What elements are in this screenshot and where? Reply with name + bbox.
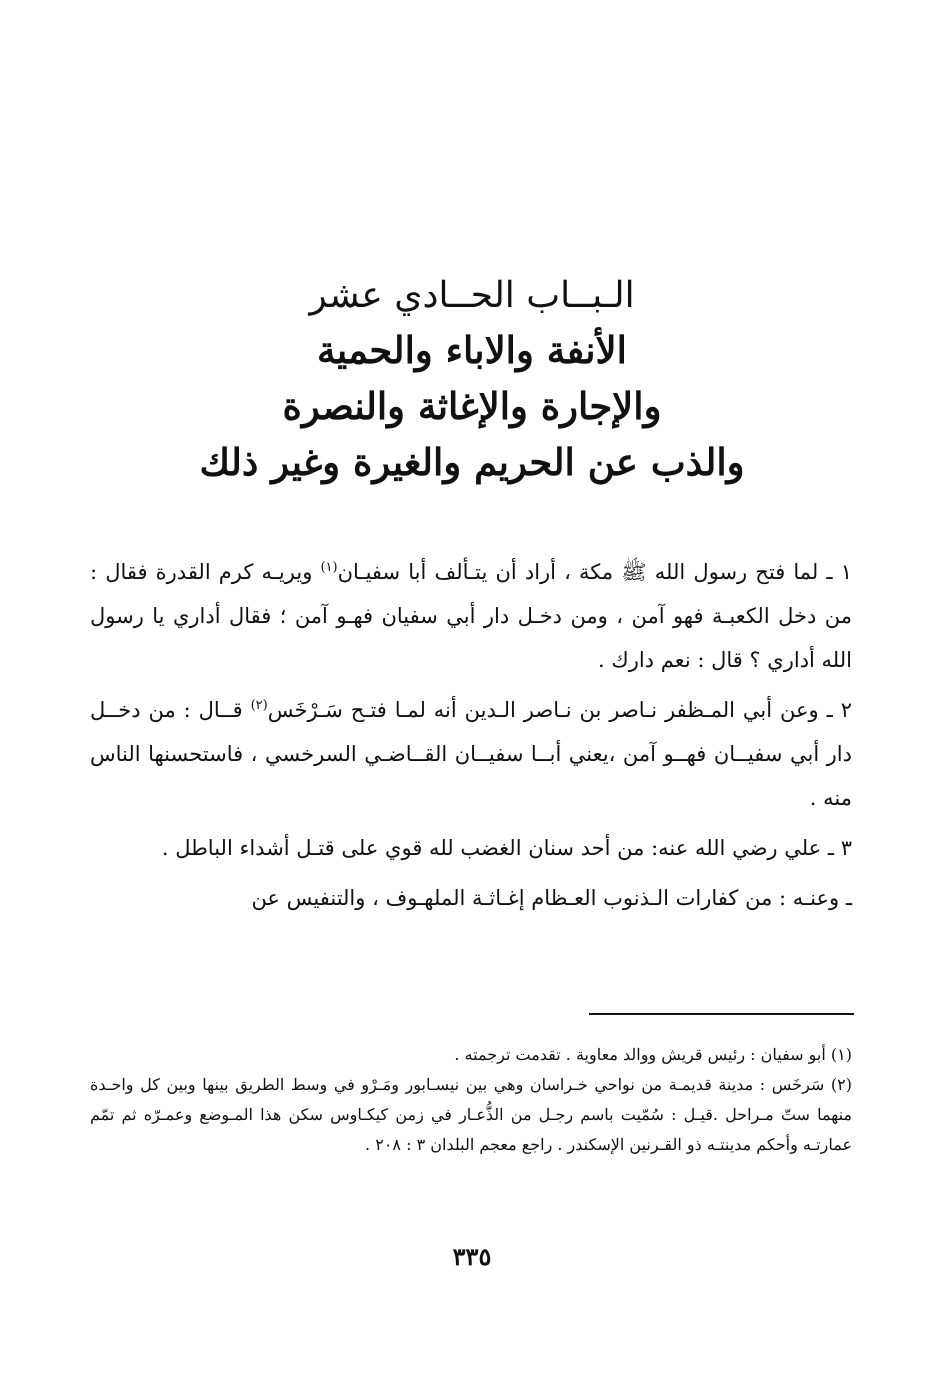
chapter-title-line-3: والذب عن الحريم والغيرة وغير ذلك <box>199 440 745 484</box>
paragraph-1 <box>90 550 852 682</box>
chapter-heading <box>100 270 844 490</box>
paragraph-2-text: ٢ ـ وعن أبي المـظفر نـاصر بن نـاصر الـدين أنه لمـا فتـح سَـرْخَس <box>267 698 852 722</box>
chapter-title-line-1: الأنفة والاباء والحمية <box>317 328 627 372</box>
footnote-ref-2: (٢) <box>250 698 268 713</box>
footnote-1: (١) أبو سفيان : رئيس قريش ووالد معاوية . تقدمت ترجمته . <box>454 1045 852 1064</box>
paragraph-3 <box>90 826 852 870</box>
paragraph-1-text: ١ ـ لما فتح رسول الله ﷺ مكة ، أراد أن يتـألف أبا سفيـان <box>337 560 852 584</box>
paragraph-3-text: ٣ ـ علي رضي الله عنه: من أحد سنان الغضب لله قوي على قتـل أشداء الباطل . <box>161 836 852 860</box>
chapter-title-line-2: والإجارة والإغاثة والنصرة <box>282 384 662 428</box>
paragraph-4-text: ـ وعنـه : من كفارات الـذنوب العـظام إغـاثـة الملهـوف ، والتنفيس عن <box>251 886 852 910</box>
footnote-divider <box>589 1013 854 1015</box>
page-number: ٣٣٥ <box>452 1242 492 1271</box>
paragraph-4 <box>90 876 852 920</box>
paragraph-1-text-cont: ويريـه كرم القدرة فقال : من دخل الكعبـة فهو آمن ، ومن دخـل دار أبي سفيان فهـو آمن ؛ فقال أداري يا رسول الله أداري ؟ قال : نعم دارك . <box>90 560 852 672</box>
chapter-number: الـبــاب الحــادي عشر <box>309 275 635 316</box>
footnote-ref-1: (١) <box>320 560 338 575</box>
body-text <box>90 550 852 926</box>
footnote-2: (٢) سَرخَس : مدينة قديمـة من نواحي خـراسان وهي بين نيسـابور ومَـرْو في وسط الطريق بينها وبين كل واحـدة منهما ستّ مـراحل .قيـل : سُمّيت باسم رجـل من الذُّعـار في زمن كيكـاوس سكن هذا المـوضع وعمـرّه ثم تمّم عمارتـه وأحكم مدينتـه ذو القـرنين الإسكندر . راجع معجم البلدان ٣ : ٢٠٨ . <box>90 1075 852 1154</box>
paragraph-2 <box>90 688 852 820</box>
footnotes <box>90 1040 852 1160</box>
paragraph-2-text-cont: قــال : من دخــل دار أبي سفيــان فهــو آمن ،يعني أبــا سفيــان القــاضـي السرخسي ، فاستحسنها الناس منه . <box>90 698 852 810</box>
